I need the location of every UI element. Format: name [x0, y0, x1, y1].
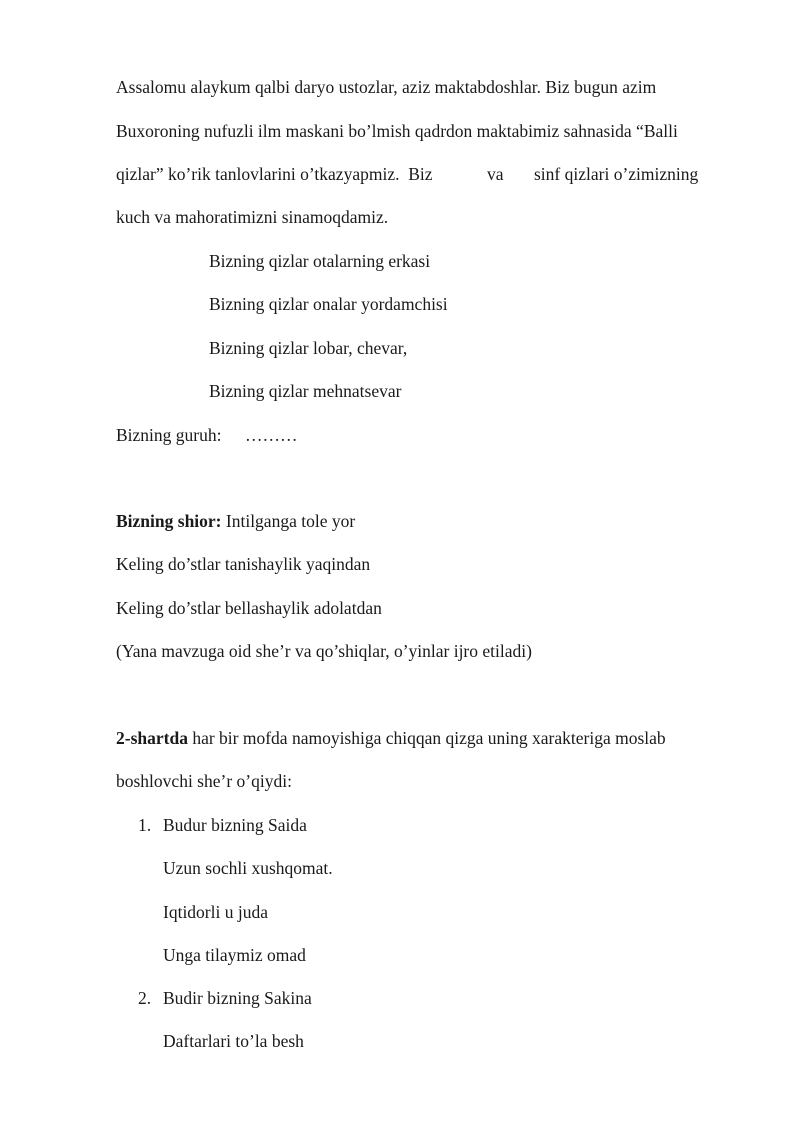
- motto-text: Intilganga tole yor: [221, 511, 356, 531]
- intro-line-3a: qizlar” ko’rik tanlovlarini o’tkazyapmiz. Biz: [116, 164, 433, 184]
- motto-line-3: Keling do’stlar bellashaylik adolatdan: [116, 598, 382, 618]
- motto-line-2: Keling do’stlar tanishaylik yaqindan: [116, 554, 371, 574]
- motto-line-1: [116, 510, 355, 532]
- condition2-line-2: boshlovchi she’r o’qiydi:: [116, 771, 292, 791]
- intro-line-1: Assalomu alaykum qalbi daryo ustozlar, aziz maktabdoshlar. Biz bugun azim: [116, 77, 657, 97]
- motto-line-4: (Yana mavzuga oid she’r va qo’shiqlar, o’yinlar ijro etiladi): [116, 641, 532, 661]
- poem-line: Bizning qizlar mehnatsevar: [209, 381, 402, 401]
- list-item-line: Budur bizning Saida: [163, 815, 307, 835]
- list-item-line: Uzun sochli xushqomat.: [163, 858, 333, 878]
- condition2-text: har bir mofda namoyishiga chiqqan qizga uning xarakteriga moslab: [187, 728, 666, 748]
- list-item-line: Daftarlari to’la besh: [163, 1031, 304, 1051]
- condition2-line-1: [116, 727, 666, 749]
- intro-line-2: Buxoroning nufuzli ilm maskani bo’lmish qadrdon maktabimiz sahnasida “Balli: [116, 121, 678, 141]
- list-item-line: Budir bizning Sakina: [163, 988, 312, 1008]
- group-label: Bizning guruh:: [116, 425, 222, 445]
- list-number: 2.: [138, 988, 152, 1008]
- list-item-line: Unga tilaymiz omad: [163, 945, 306, 965]
- list-item-line: Iqtidorli u juda: [163, 902, 268, 922]
- poem-line: Bizning qizlar otalarning erkasi: [209, 251, 431, 271]
- poem-line: Bizning qizlar onalar yordamchisi: [209, 294, 448, 314]
- intro-line-3b: va: [487, 164, 504, 184]
- list-number: 1.: [138, 815, 152, 835]
- condition2-label: 2-shartda: [116, 728, 188, 748]
- intro-line-3c: sinf qizlari o’zimizning: [534, 164, 699, 184]
- intro-line-4: kuch va mahoratimizni sinamoqdamiz.: [116, 207, 389, 227]
- group-value: ………: [245, 425, 298, 445]
- poem-line: Bizning qizlar lobar, chevar,: [209, 338, 408, 358]
- motto-label: Bizning shior:: [116, 511, 222, 531]
